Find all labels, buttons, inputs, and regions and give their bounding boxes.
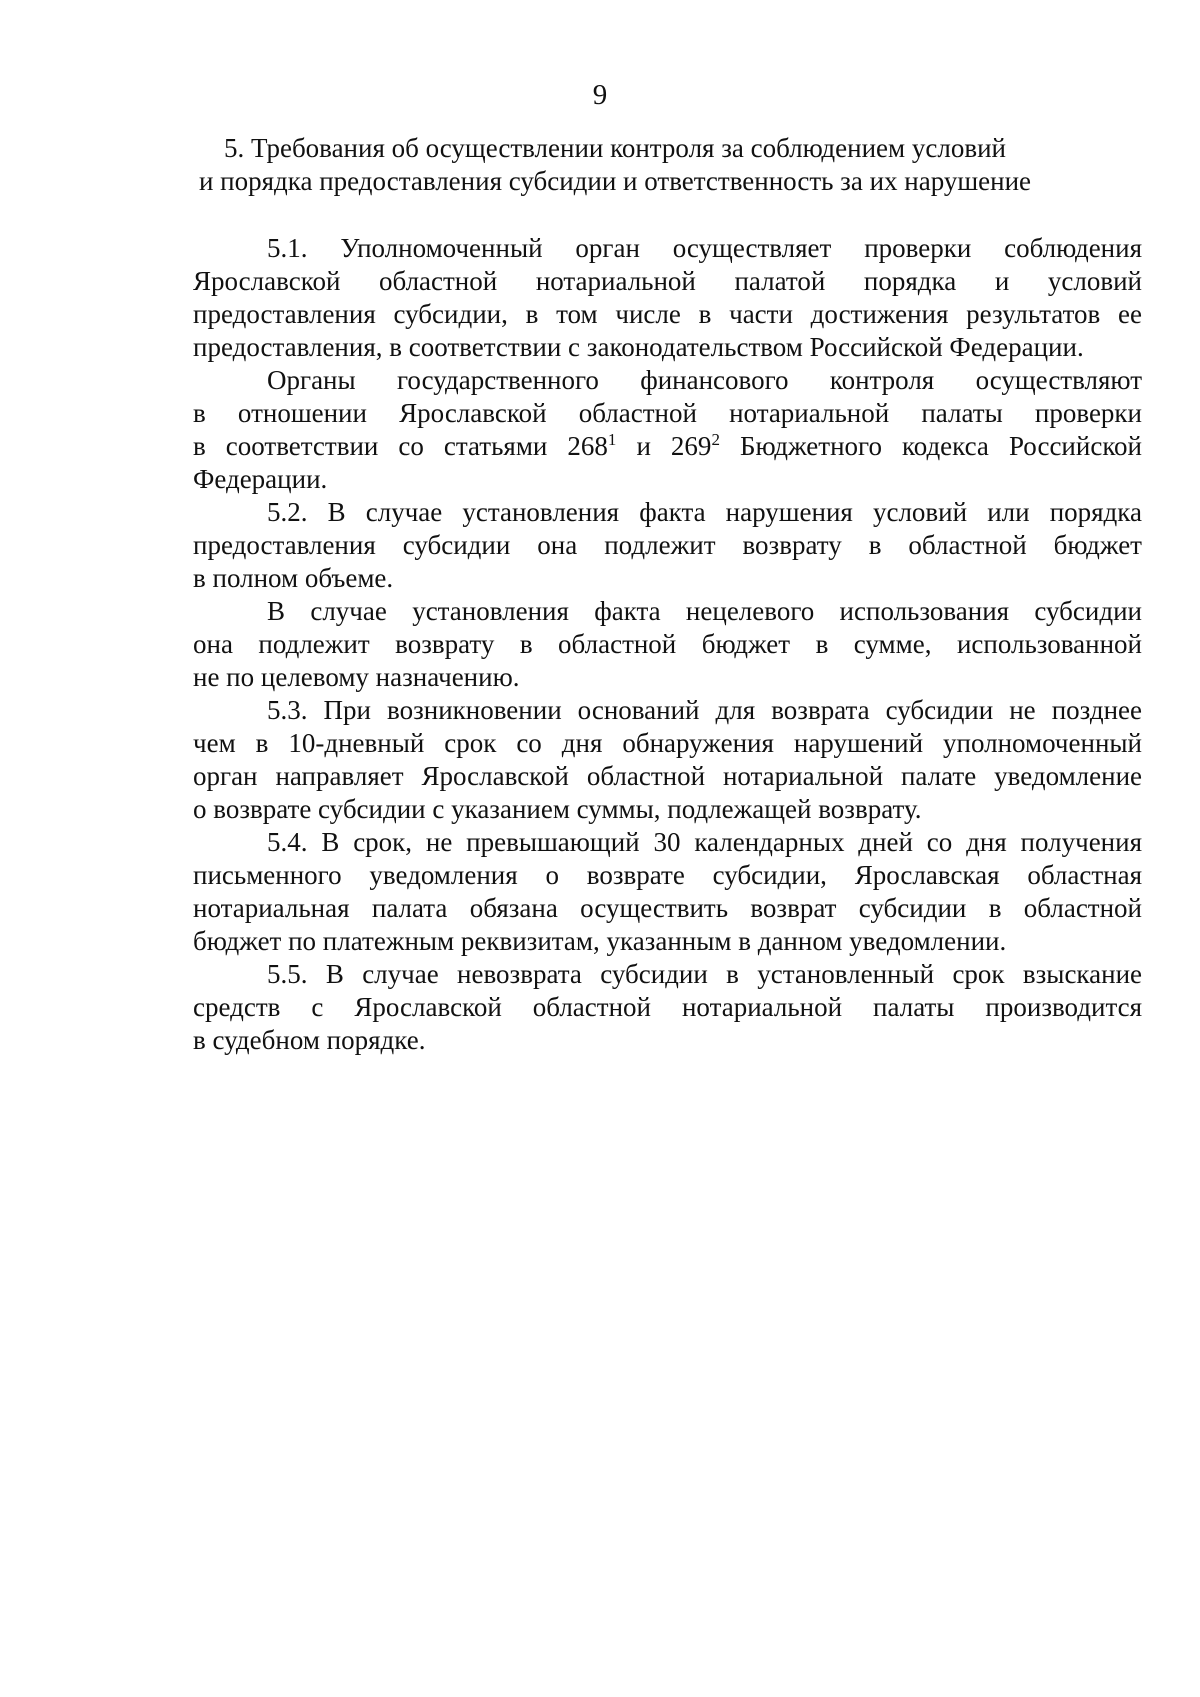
- text-line: предоставления, в соответствии с законодательством Российской Федерации.: [193, 332, 1084, 362]
- text-line: она подлежит возврату в областной бюджет в сумме, использованной: [193, 629, 1142, 659]
- text-line: предоставления субсидии, в том числе в части достижения результатов ее: [193, 299, 1142, 329]
- text-line: Федерации.: [193, 464, 328, 494]
- superscript-mark: 2: [711, 430, 720, 449]
- paragraph-5-2: [193, 496, 1142, 595]
- text-line: орган направляет Ярославской областной нотариальной палате уведомление: [193, 761, 1142, 791]
- text-line: бюджет по платежным реквизитам, указанным в данном уведомлении.: [193, 926, 1007, 956]
- text-line: 5.4. В срок, не превышающий 30 календарных дней со дня получения: [267, 827, 1142, 857]
- text-line: В случае установления факта нецелевого использования субсидии: [267, 596, 1142, 626]
- text-line: 5.5. В случае невозврата субсидии в установленный срок взыскание: [267, 959, 1142, 989]
- text-line: в полном объеме.: [193, 563, 394, 593]
- text-fragment: и 269: [616, 431, 712, 461]
- text-line: 5.1. Уполномоченный орган осуществляет проверки соблюдения: [267, 233, 1142, 263]
- text-line: в отношении Ярославской областной нотариальной палаты проверки: [193, 398, 1142, 428]
- paragraph-5-4: [193, 826, 1142, 958]
- document-body: [193, 232, 1142, 1057]
- text-line: в судебном порядке.: [193, 1025, 426, 1055]
- text-line-with-footnotes: [193, 430, 1142, 463]
- text-line: чем в 10-дневный срок со дня обнаружения нарушений уполномоченный: [193, 728, 1142, 758]
- text-fragment: в соответствии со статьями 268: [193, 431, 608, 461]
- text-line: письменного уведомления о возврате субсидии, Ярославская областная: [193, 860, 1142, 890]
- text-line: 5.3. При возникновении оснований для возврата субсидии не позднее: [267, 695, 1142, 725]
- paragraph-control-bodies: [193, 364, 1142, 496]
- text-line: средств с Ярославской областной нотариальной палаты производится: [193, 992, 1142, 1022]
- text-line: о возврате субсидии с указанием суммы, подлежащей возврату.: [193, 794, 922, 824]
- page-number: 9: [592, 79, 608, 111]
- paragraph-misuse: [193, 595, 1142, 694]
- section-heading-line: и порядка предоставления субсидии и ответственность за их нарушение: [198, 166, 1032, 196]
- section-heading-line: 5. Требования об осуществлении контроля за соблюдением условий: [224, 133, 1006, 163]
- text-line: не по целевому назначению.: [193, 662, 520, 692]
- text-line: предоставления субсидии она подлежит возврату в областной бюджет: [193, 530, 1142, 560]
- text-line: Ярославской областной нотариальной палатой порядка и условий: [193, 266, 1142, 296]
- text-line: Органы государственного финансового контроля осуществляют: [267, 365, 1142, 395]
- section-heading: [180, 132, 1050, 198]
- text-line: 5.2. В случае установления факта нарушения условий или порядка: [267, 497, 1142, 527]
- text-fragment: Бюджетного кодекса Российской: [719, 431, 1143, 461]
- paragraph-5-5: [193, 958, 1142, 1057]
- paragraph-5-3: [193, 694, 1142, 826]
- text-line: нотариальная палата обязана осуществить возврат субсидии в областной: [193, 893, 1142, 923]
- superscript-mark: 1: [607, 430, 617, 449]
- paragraph-5-1: [193, 232, 1142, 364]
